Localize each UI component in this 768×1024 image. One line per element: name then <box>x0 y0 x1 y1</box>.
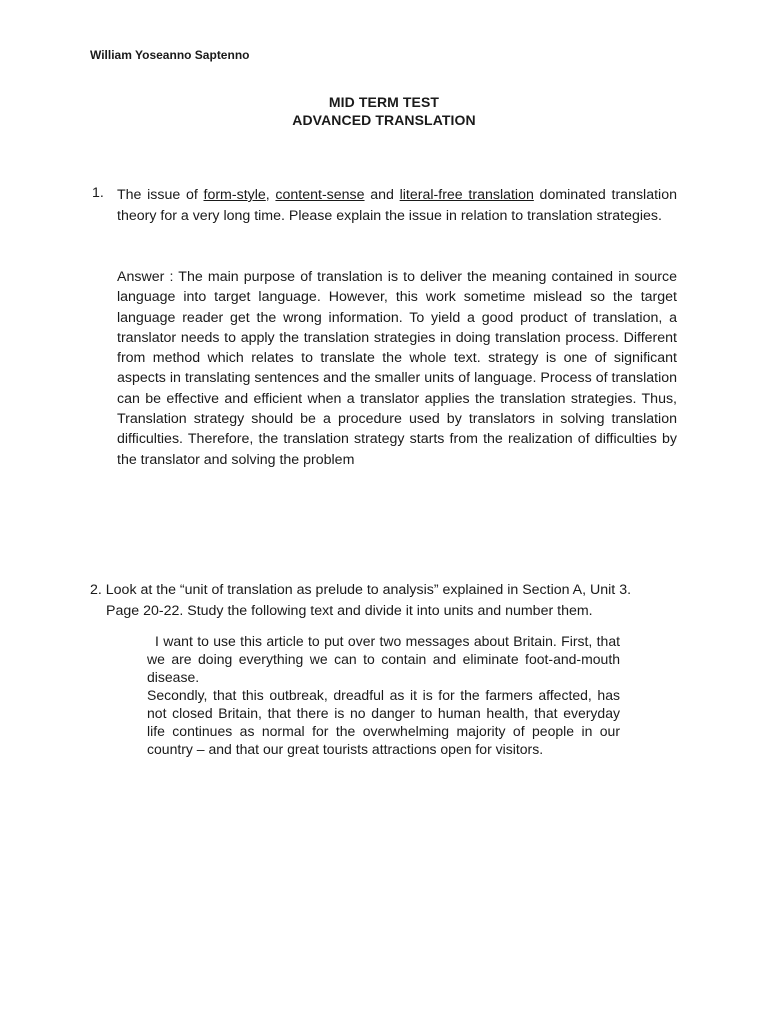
q2-line1: 2. Look at the “unit of translation as prelude to analysis” explained in Section A, Unit 3. <box>90 582 632 598</box>
q2-line2: Page 20-22. Study the following text and divide it into units and number them. <box>106 603 593 619</box>
q1-sep2: and <box>364 187 400 203</box>
document-subtitle: ADVANCED TRANSLATION <box>292 112 476 128</box>
question-2-text <box>90 580 690 622</box>
q1-term-form-style: form-style <box>203 187 266 203</box>
q1-term-literal-free: literal-free translation <box>399 187 534 203</box>
question-1-answer: Answer : The main purpose of translation is to deliver the meaning contained in source language into target language. However, this work sometime mislead so the target language reader get the wrong information. To yield a good product of translation, a translator needs to apply the translation strategies in doing translation process. Different from method which relates to translate the whole text. strategy is one of significant aspects in translating sentences and the smaller units of language. Process of translation can be effective and efficient when a translator applies the translation strategies. Thus, Translation strategy should be a procedure used by translators in solving translation difficulties. Therefore, the translation strategy starts from the realization of difficulties by the translator and solving the problem <box>117 269 677 468</box>
q1-sep1: , <box>265 187 276 203</box>
quote-paragraph-2: Secondly, that this outbreak, dreadful as it is for the farmers affected, has not closed Britain, that there is no danger to human health, that everyday life continues as normal for the overwhelming majority of people in our country – and that our great tourists attractions open for visitors. <box>147 687 620 757</box>
quote-paragraph-1: I want to use this article to put over two messages about Britain. First, that we are doing everything we can to contain and eliminate foot-and-mouth disease. <box>147 633 620 685</box>
author-name: William Yoseanno Saptenno <box>90 48 250 62</box>
question-1-text <box>117 185 677 227</box>
q1-text-a: The issue of <box>117 187 204 203</box>
question-1-number: 1. <box>92 185 104 201</box>
document-title: MID TERM TEST <box>328 94 440 110</box>
question-2-quoted-text <box>147 632 620 758</box>
q1-text-b: dominated translation theory for a very long time. Please explain the issue in relation to translation strategies. <box>117 187 677 224</box>
q1-term-content-sense: content-sense <box>275 187 365 203</box>
